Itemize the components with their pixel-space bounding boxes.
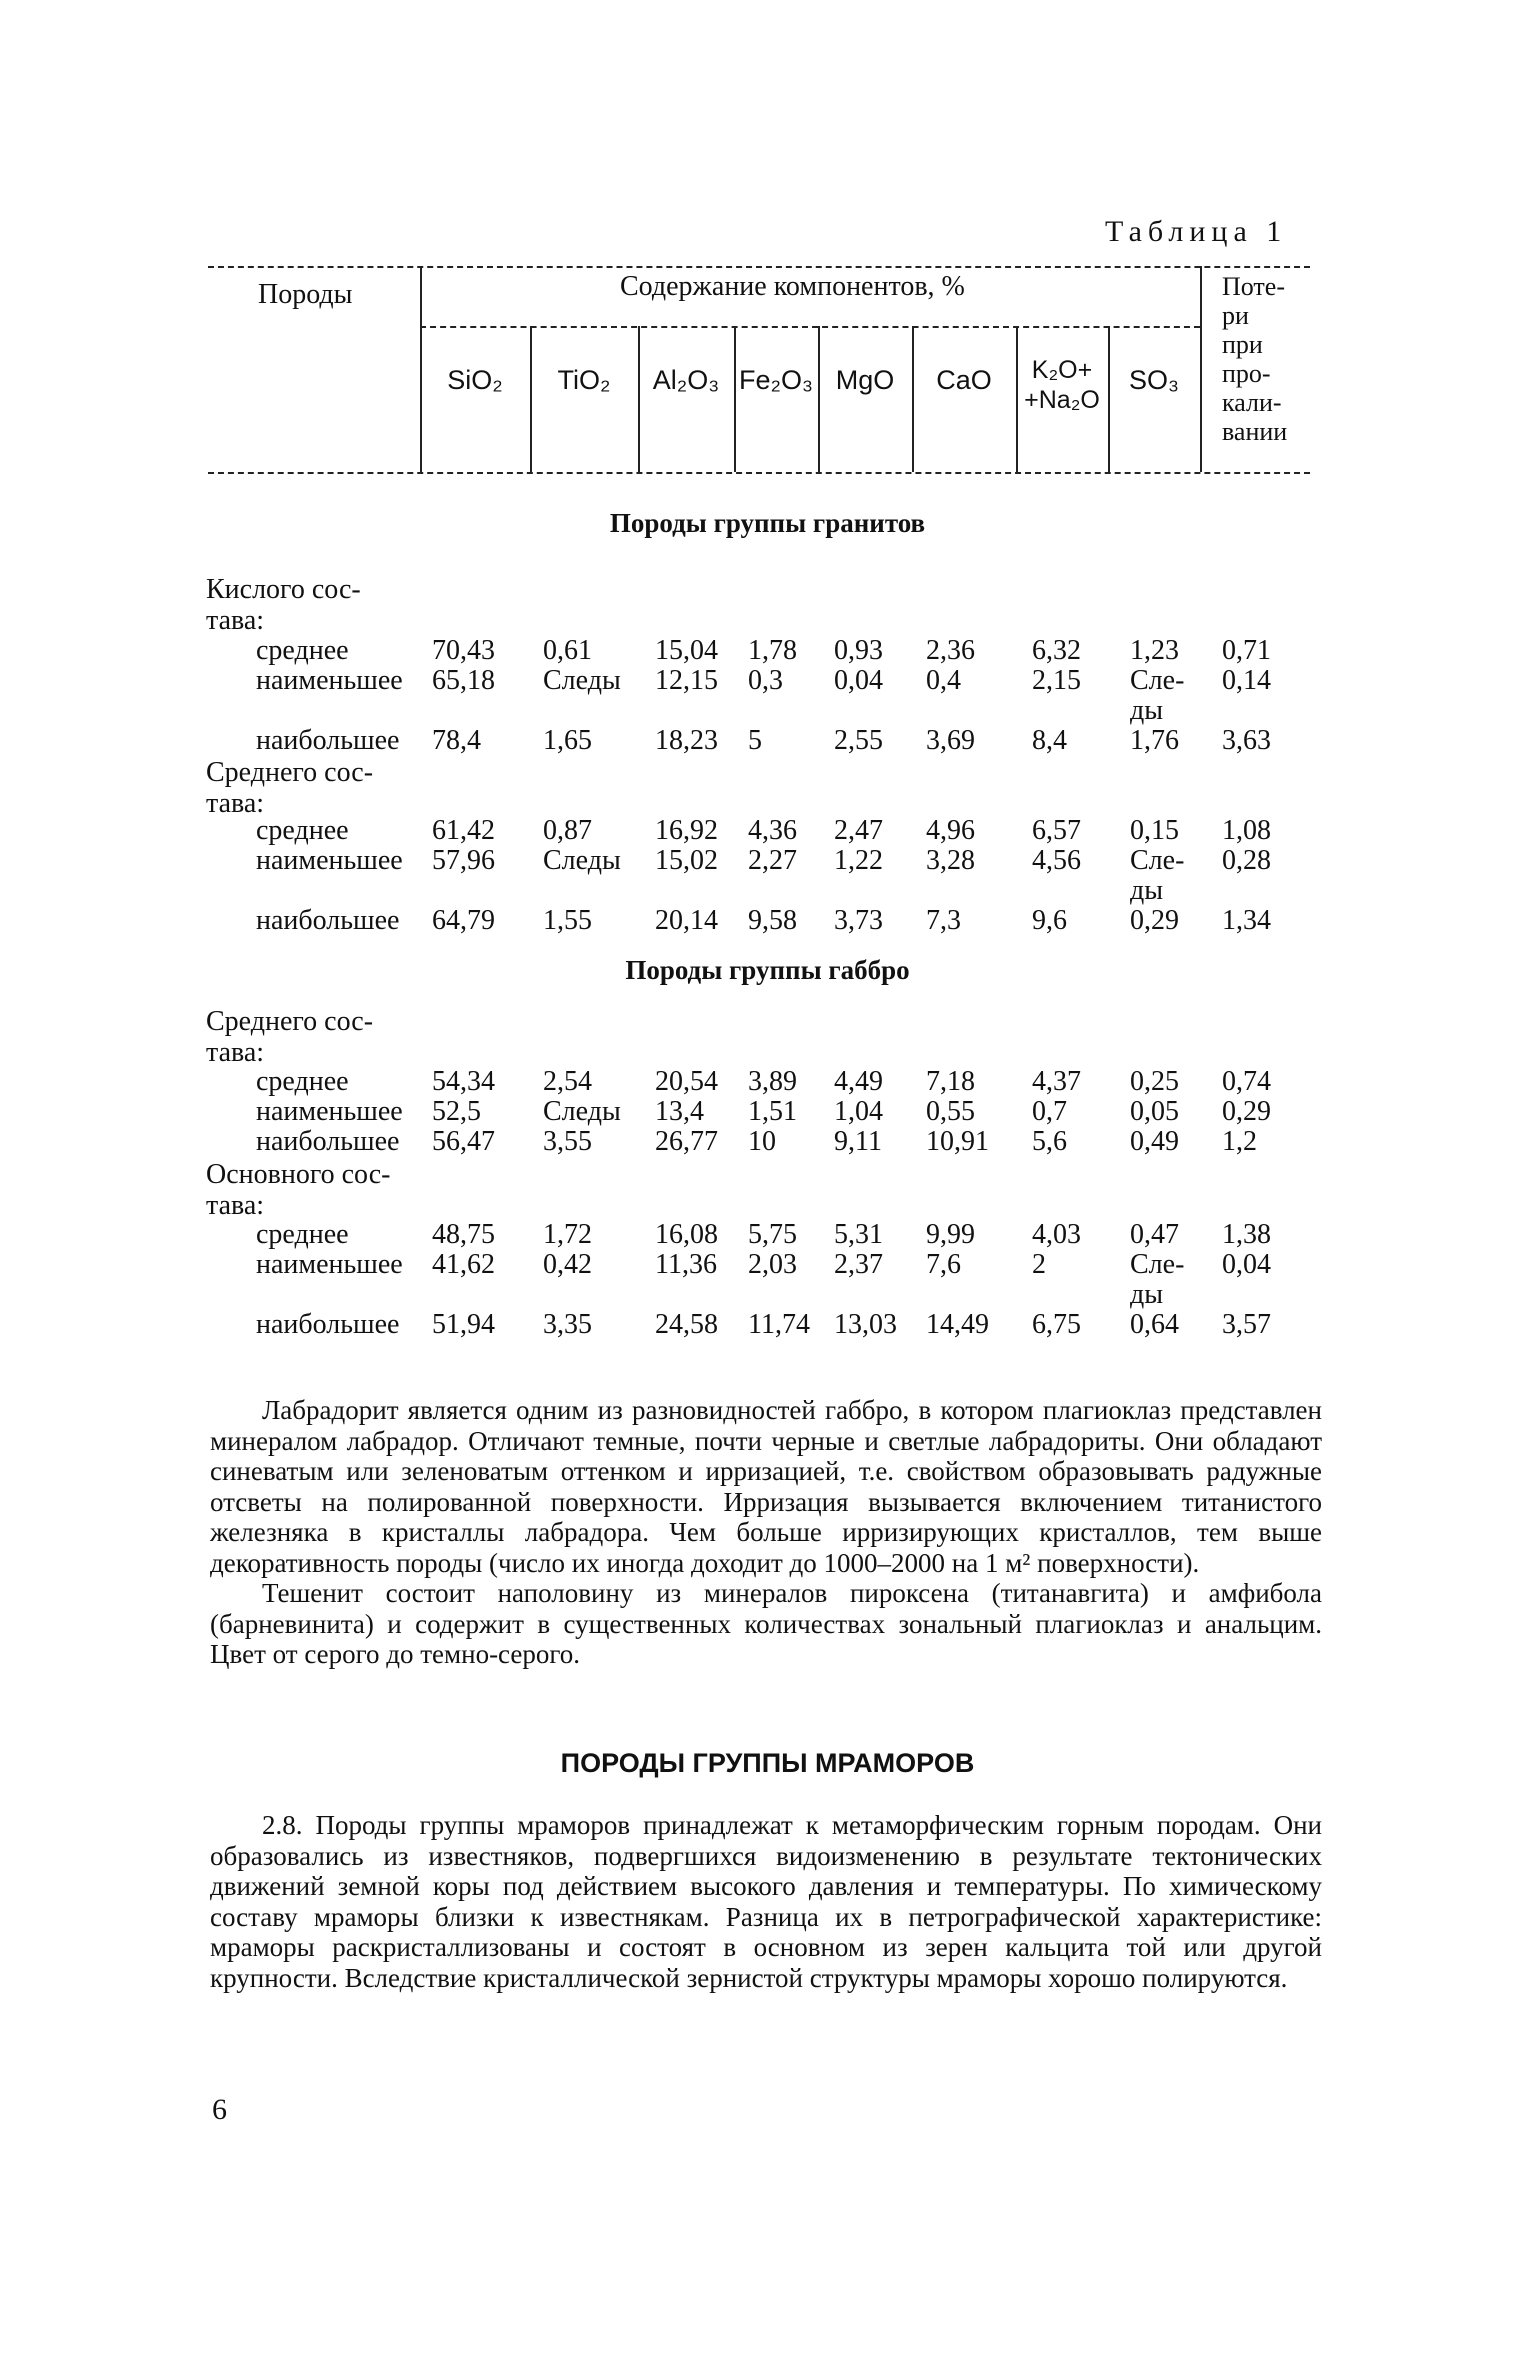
section-title: ПОРОДЫ ГРУППЫ МРАМОРОВ: [560, 1748, 975, 1778]
table-cell: 6,57: [1032, 815, 1081, 846]
row-name: наибольшее: [256, 1309, 400, 1340]
table-cell: 0,55: [926, 1096, 975, 1127]
row-name: наименьшее: [256, 1249, 403, 1280]
table-cell: 78,4: [432, 725, 481, 756]
table-cell: 2,37: [834, 1249, 883, 1280]
header-col-so3: SO₃: [1128, 365, 1179, 395]
table-cell: 1,78: [748, 635, 797, 666]
table-cell: 0,05: [1130, 1096, 1179, 1127]
header-col-mgo: MgO: [835, 365, 895, 395]
table-cell: 3,73: [834, 905, 883, 936]
table-cell: Следы: [543, 665, 621, 696]
table-cell: 3,28: [926, 845, 975, 876]
table-cell: 52,5: [432, 1096, 481, 1127]
header-divider: [530, 326, 532, 472]
table-cell: 0,61: [543, 635, 592, 666]
table-cell: Сле-: [1130, 1249, 1185, 1280]
header-divider: [638, 326, 640, 472]
table-caption: Таблица 1: [1105, 215, 1288, 248]
table-cell: Сле-: [1130, 665, 1185, 696]
table-cell: 8,4: [1032, 725, 1067, 756]
table-cell: 1,65: [543, 725, 592, 756]
table-cell: 4,56: [1032, 845, 1081, 876]
table-cell: 0,71: [1222, 635, 1271, 666]
row-name: среднее: [256, 1066, 349, 1097]
table-cell: 4,03: [1032, 1219, 1081, 1250]
table-cell: 5,31: [834, 1219, 883, 1250]
table-cell: 4,96: [926, 815, 975, 846]
table-cell: 7,3: [926, 905, 961, 936]
table-cell: 2,27: [748, 845, 797, 876]
table-cell: 1,22: [834, 845, 883, 876]
row-name: наименьшее: [256, 1096, 403, 1127]
subgroup-label: Кислого сос- тава:: [206, 574, 361, 636]
table-cell: 57,96: [432, 845, 495, 876]
table-cell: 2,54: [543, 1066, 592, 1097]
group-title-granites: Породы группы гранитов: [609, 508, 926, 538]
row-name: среднее: [256, 815, 349, 846]
table-cell: 41,62: [432, 1249, 495, 1280]
row-name: наибольшее: [256, 1126, 400, 1157]
table-cell: 3,69: [926, 725, 975, 756]
table-cell: 6,32: [1032, 635, 1081, 666]
table-cell: 10: [748, 1126, 776, 1157]
header-divider: [1108, 326, 1110, 472]
row-name: наибольшее: [256, 725, 400, 756]
table-cell: 2,36: [926, 635, 975, 666]
table-cell: 0,04: [1222, 1249, 1271, 1280]
paragraph: 2.8. Породы группы мраморов принадлежат к метаморфическим горным породам. Они образовались из известняков, подвергшихся видоизменению в результате тектонических движений земной коры под действием высокого давления и температуры. По химическому составу мраморы близки к известнякам. Разница их в петрографической характеристике: мраморы раскристаллизованы и состоят в основном из зерен кальцита той или другой крупности. Вследствие кристаллической зернистой структуры мраморы хорошо полируются.: [210, 1810, 1322, 1993]
table-cell: 3,57: [1222, 1309, 1271, 1340]
table-cell: 0,28: [1222, 845, 1271, 876]
table-cell: 51,94: [432, 1309, 495, 1340]
table-cell: 0,25: [1130, 1066, 1179, 1097]
table-cell-continuation: ды: [1130, 1279, 1164, 1310]
table-cell: 1,04: [834, 1096, 883, 1127]
table-cell: 2,03: [748, 1249, 797, 1280]
row-name: наибольшее: [256, 905, 400, 936]
table-cell: 10,91: [926, 1126, 989, 1157]
table-cell: 0,7: [1032, 1096, 1067, 1127]
table-cell: 4,37: [1032, 1066, 1081, 1097]
table-cell: 13,03: [834, 1309, 897, 1340]
header-rocks: Породы: [258, 279, 353, 310]
header-col-tio2: TiO₂: [557, 365, 611, 395]
table-cell: 56,47: [432, 1126, 495, 1157]
table-cell: 2,15: [1032, 665, 1081, 696]
table-cell: 1,08: [1222, 815, 1271, 846]
table-cell: 0,14: [1222, 665, 1271, 696]
table-cell: 61,42: [432, 815, 495, 846]
table-cell: 3,55: [543, 1126, 592, 1157]
table-cell: 11,74: [748, 1309, 810, 1340]
table-cell: 1,38: [1222, 1219, 1271, 1250]
table-cell: 13,4: [655, 1096, 704, 1127]
row-name: наименьшее: [256, 845, 403, 876]
header-mid-rule: [420, 326, 1200, 328]
table-cell: 2,47: [834, 815, 883, 846]
table-cell: 1,23: [1130, 635, 1179, 666]
table-cell: 6,75: [1032, 1309, 1081, 1340]
table-cell: 48,75: [432, 1219, 495, 1250]
table-cell: 16,92: [655, 815, 718, 846]
subgroup-label: Среднего сос- тава:: [206, 757, 374, 819]
table-cell: 9,6: [1032, 905, 1067, 936]
body-text: [210, 1395, 1322, 1670]
header-top-rule: [208, 266, 1310, 268]
subgroup-label: Основного сос- тава:: [206, 1159, 391, 1221]
table-cell: 4,49: [834, 1066, 883, 1097]
row-name: среднее: [256, 635, 349, 666]
table-cell: 15,04: [655, 635, 718, 666]
table-cell: Сле-: [1130, 845, 1185, 876]
table-cell: 24,58: [655, 1309, 718, 1340]
table-cell: 0,74: [1222, 1066, 1271, 1097]
table-cell: 65,18: [432, 665, 495, 696]
table-cell: 0,64: [1130, 1309, 1179, 1340]
table-cell: 5,6: [1032, 1126, 1067, 1157]
paragraph: Тешенит состоит наполовину из минералов пироксена (титанавгита) и амфибола (барневинита) и содержит в существенных количествах зональный плагиоклаз и анальцим. Цвет от серого до темно-серого.: [210, 1578, 1322, 1669]
table-cell: 5,75: [748, 1219, 797, 1250]
table-cell: 7,18: [926, 1066, 975, 1097]
table-cell: 5: [748, 725, 762, 756]
header-bottom-rule: [208, 472, 1310, 474]
table-cell: 1,76: [1130, 725, 1179, 756]
table-cell: 0,42: [543, 1249, 592, 1280]
table-cell: 0,29: [1222, 1096, 1271, 1127]
table-cell: 16,08: [655, 1219, 718, 1250]
table-cell: 18,23: [655, 725, 718, 756]
table-cell: 1,34: [1222, 905, 1271, 936]
page-number: 6: [212, 2093, 227, 2126]
table-cell: 0,3: [748, 665, 783, 696]
header-divider: [1200, 266, 1202, 472]
table-cell: 9,11: [834, 1126, 882, 1157]
section-text: [210, 1810, 1322, 1993]
row-name: наименьшее: [256, 665, 403, 696]
table-cell: 70,43: [432, 635, 495, 666]
table-cell: 3,63: [1222, 725, 1271, 756]
header-col-fe2o3: Fe₂O₃: [739, 365, 813, 395]
header-losses: Поте- ри при про- кали- вании: [1222, 272, 1288, 446]
table-cell: 2: [1032, 1249, 1046, 1280]
table-cell: 1,51: [748, 1096, 797, 1127]
table-cell: 0,87: [543, 815, 592, 846]
table-cell: 2,55: [834, 725, 883, 756]
subgroup-label: Среднего сос- тава:: [206, 1006, 374, 1068]
table-cell: 0,29: [1130, 905, 1179, 936]
table-cell: 9,99: [926, 1219, 975, 1250]
table-cell: 15,02: [655, 845, 718, 876]
table-cell: 3,89: [748, 1066, 797, 1097]
header-col-k2o-na2o: K₂O+ +Na₂O: [1024, 356, 1100, 414]
table-cell: 0,49: [1130, 1126, 1179, 1157]
header-col-sio2: SiO₂: [447, 365, 503, 395]
table-cell: 0,47: [1130, 1219, 1179, 1250]
table-cell-continuation: ды: [1130, 695, 1164, 726]
table-cell: Следы: [543, 845, 621, 876]
header-col-al2o3: Al₂O₃: [652, 365, 720, 395]
table-cell: 3,35: [543, 1309, 592, 1340]
table-cell: 1,55: [543, 905, 592, 936]
table-cell: 0,4: [926, 665, 961, 696]
paragraph: Лабрадорит является одним из разновидностей габбро, в котором плагиоклаз представлен минералом лабрадор. Отличают темные, почти черные и светлые лабрадориты. Они обладают синеватым или зеленоватым оттенком и ирризацией, т.е. свойством образовывать радужные отсветы на полированной поверхности. Ирризация вызывается включением титанистого железняка в кристаллы лабрадора. Чем больше ирризирующих кристаллов, тем выше декоративность породы (число их иногда доходит до 1000–2000 на 1 м² поверхности).: [210, 1395, 1322, 1578]
group-title-gabbro: Породы группы габбро: [625, 955, 910, 985]
table-cell: 20,14: [655, 905, 718, 936]
table-cell: 12,15: [655, 665, 718, 696]
table-cell: 7,6: [926, 1249, 961, 1280]
header-divider: [818, 326, 820, 472]
table-cell: 0,15: [1130, 815, 1179, 846]
table-cell: 0,93: [834, 635, 883, 666]
header-content: Содержание компонентов, %: [620, 271, 965, 302]
header-col-cao: CaO: [936, 365, 992, 395]
table-cell: 9,58: [748, 905, 797, 936]
table-cell: 64,79: [432, 905, 495, 936]
table-cell: Следы: [543, 1096, 621, 1127]
header-divider: [734, 326, 736, 472]
table-cell-continuation: ды: [1130, 875, 1164, 906]
table-cell: 1,2: [1222, 1126, 1257, 1157]
table-cell: 14,49: [926, 1309, 989, 1340]
table-cell: 4,36: [748, 815, 797, 846]
table-cell: 26,77: [655, 1126, 718, 1157]
table-cell: 1,72: [543, 1219, 592, 1250]
header-divider: [912, 326, 914, 472]
table-cell: 0,04: [834, 665, 883, 696]
table-cell: 54,34: [432, 1066, 495, 1097]
table-cell: 11,36: [655, 1249, 717, 1280]
row-name: среднее: [256, 1219, 349, 1250]
table-cell: 20,54: [655, 1066, 718, 1097]
